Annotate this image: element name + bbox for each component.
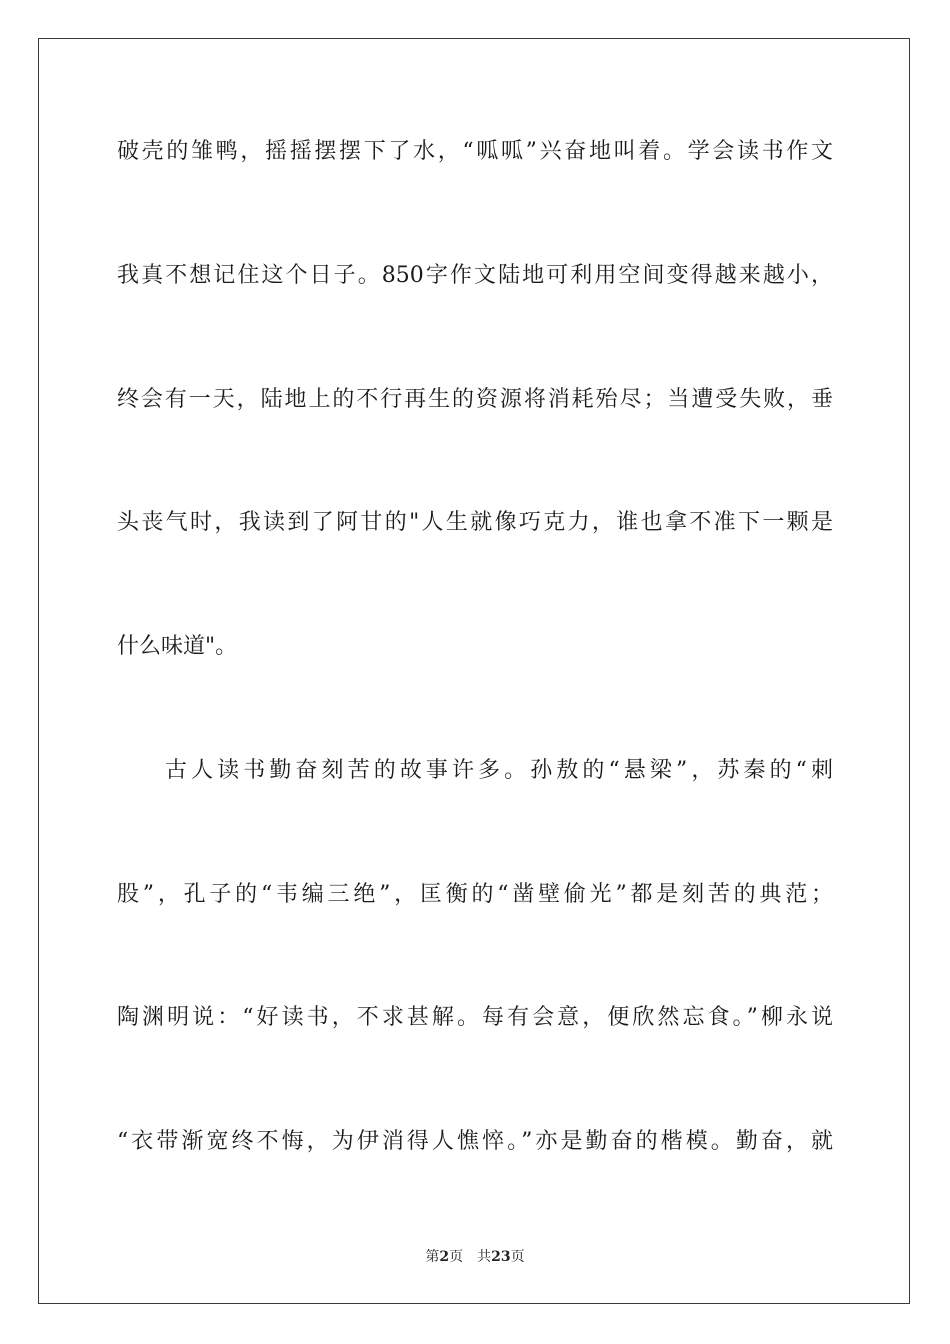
- text-line-4: 头丧气时，我读到了阿甘的"人生就像巧克力，谁也拿不准下一颗是: [117, 510, 833, 535]
- text-line-2: 我真不想记住这个日子。850字作文陆地可利用空间变得越来越小，: [117, 263, 833, 288]
- text-line-5: 什么味道"。: [117, 634, 238, 659]
- text-line-9: “衣带渐宽终不悔，为伊消得人憔悴。”亦是勤奋的楷模。勤奋，就: [117, 1129, 833, 1154]
- text-line-3: 终会有一天，陆地上的不行再生的资源将消耗殆尽；当遭受失败，垂: [117, 387, 833, 412]
- total-pages: 23: [491, 1249, 511, 1265]
- total-prefix: 共: [477, 1249, 492, 1265]
- paragraph-start-line: 古人读书勤奋刻苦的故事许多。孙敖的“悬梁”，苏秦的“刺: [165, 758, 833, 783]
- text-line-8: 陶渊明说：“好读书，不求甚解。每有会意，便欣然忘食。”柳永说: [117, 1005, 833, 1030]
- page-footer: [0, 1247, 950, 1267]
- text-line-1: 破壳的雏鸭，摇摇摆摆下了水，“呱呱”兴奋地叫着。学会读书作文: [117, 139, 833, 164]
- page-border: [38, 38, 910, 1304]
- page-suffix: 页: [449, 1249, 464, 1265]
- page-prefix: 第: [425, 1249, 440, 1265]
- total-suffix: 页: [510, 1249, 525, 1265]
- page-number: 2: [439, 1249, 450, 1265]
- text-line-7: 股”，孔子的“韦编三绝”，匡衡的“凿壁偷光”都是刻苦的典范；: [117, 882, 833, 907]
